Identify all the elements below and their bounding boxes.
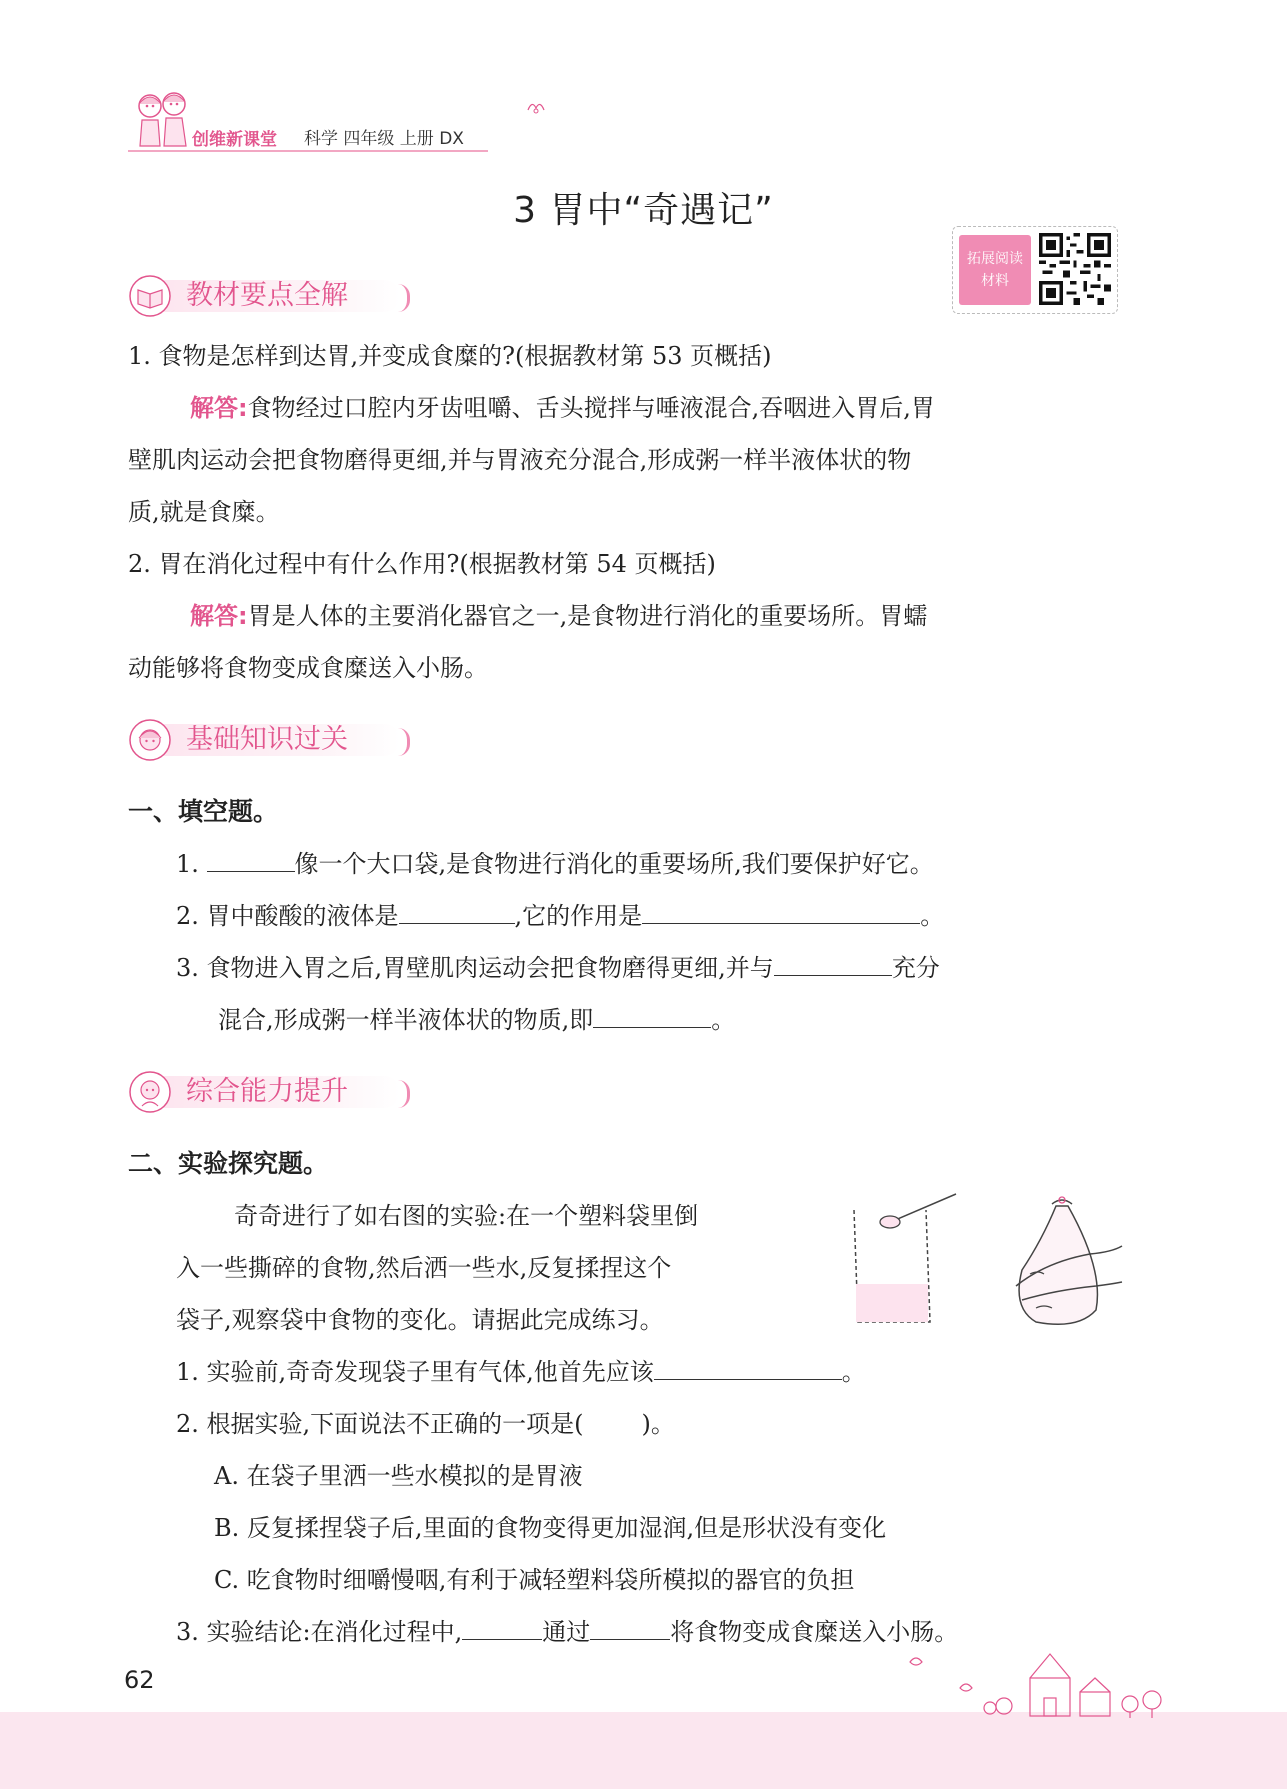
qr-label-line2: 材料 [981, 273, 1009, 289]
question-number: 3. [176, 954, 199, 982]
question-text: 。 [711, 1006, 736, 1034]
banner-tail [393, 284, 410, 312]
experiment-question-2 [176, 1398, 675, 1450]
kids-logo-icon [128, 84, 202, 158]
key-answer-2-line2: 动能够将食物变成食糜送入小肠。 [128, 654, 488, 682]
section-banner-key-points [128, 274, 410, 318]
header-divider [128, 150, 488, 152]
question-text: 3. 实验结论:在消化过程中, [176, 1618, 463, 1646]
answer-blank[interactable] [642, 893, 920, 924]
experiment-intro-line2: 入一些撕碎的食物,然后洒一些水,反复揉捏这个 [176, 1254, 672, 1282]
option-a: A. 在袋子里洒一些水模拟的是胃液 [214, 1462, 583, 1490]
banner-tail [393, 1080, 410, 1108]
thinker-badge-icon [128, 1070, 172, 1114]
experiment-question-1 [176, 1346, 866, 1398]
question-text: 。 [920, 902, 945, 930]
question-text: 将食物变成食糜送入小肠。 [670, 1618, 959, 1646]
qr-label-line1: 拓展阅读 [967, 251, 1023, 267]
key-question-1: 1. 食物是怎样到达胃,并变成食糜的?(根据教材第 53 页概括) [128, 342, 772, 370]
experiment-bag-illustration [846, 1190, 1126, 1330]
question-text: 通过 [542, 1618, 591, 1646]
question-text: 混合,形成粥一样半液体状的物质,即 [218, 1006, 594, 1034]
key-answer-1-line3: 质,就是食糜。 [128, 498, 280, 526]
fill-blank-heading: 一、填空题。 [128, 797, 279, 826]
lesson-title: 3 胃中“奇遇记” [513, 190, 774, 231]
answer-blank[interactable] [399, 893, 515, 924]
question-text: )。 [641, 1410, 675, 1438]
question-text: 1. 实验前,奇奇发现袋子里有气体,他首先应该 [176, 1358, 654, 1386]
answer-blank[interactable] [207, 841, 295, 872]
question-text: 充分 [891, 954, 940, 982]
section-banner-advanced [128, 1070, 410, 1114]
answer-blank[interactable] [593, 997, 711, 1028]
answer-blank[interactable] [654, 1349, 842, 1380]
page-number: 62 [124, 1666, 155, 1694]
key-answer-1-line1 [190, 382, 935, 434]
experiment-question-3 [176, 1606, 958, 1658]
fill-question-1 [176, 838, 934, 890]
experiment-heading: 二、实验探究题。 [128, 1149, 329, 1178]
answer-blank[interactable] [590, 1609, 670, 1640]
question-number: 2. [176, 902, 199, 930]
flower-deco-icon [524, 96, 548, 116]
experiment-intro-line3: 袋子,观察袋中食物的变化。请据此完成练习。 [176, 1306, 664, 1334]
answer-blank[interactable] [774, 945, 892, 976]
banner-tail [393, 728, 410, 756]
answer-text: 胃是人体的主要消化器官之一,是食物进行消化的重要场所。胃蠕 [247, 602, 928, 630]
qr-code-icon[interactable] [1039, 233, 1111, 305]
question-text: 2. 根据实验,下面说法不正确的一项是( [176, 1410, 584, 1438]
question-text: ,它的作用是 [514, 902, 643, 930]
section-banner-basics [128, 718, 410, 762]
option-c: C. 吃食物时细嚼慢咽,有利于减轻塑料袋所模拟的器官的负担 [214, 1566, 855, 1594]
book-badge-icon [128, 274, 172, 318]
key-question-2: 2. 胃在消化过程中有什么作用?(根据教材第 54 页概括) [128, 550, 716, 578]
experiment-intro-line1: 奇奇进行了如右图的实验:在一个塑料袋里倒 [234, 1202, 699, 1230]
answer-label: 解答: [190, 602, 248, 630]
key-answer-2-line1 [190, 590, 927, 642]
question-text: 胃中酸酸的液体是 [206, 902, 399, 930]
fill-question-3 [176, 942, 940, 994]
qr-reading-box[interactable] [952, 226, 1118, 314]
qr-label [959, 235, 1031, 305]
question-text: 食物进入胃之后,胃壁肌肉运动会把食物磨得更细,并与 [206, 954, 774, 982]
girl-badge-icon [128, 718, 172, 762]
fill-question-3-line2 [218, 994, 735, 1046]
section-title-basics: 基础知识过关 [186, 724, 348, 755]
question-number: 1. [176, 850, 199, 878]
section-title-advanced: 综合能力提升 [186, 1076, 348, 1107]
answer-blank[interactable] [462, 1609, 542, 1640]
footer-band [0, 1712, 1287, 1789]
fill-question-2 [176, 890, 944, 942]
answer-text: 食物经过口腔内牙齿咀嚼、舌头搅拌与唾液混合,吞咽进入胃后,胃 [247, 394, 935, 422]
castle-deco-icon [880, 1648, 1180, 1718]
key-answer-1-line2: 壁肌肉运动会把食物磨得更细,并与胃液充分混合,形成粥一样半液体状的物 [128, 446, 912, 474]
header-brand: 创维新课堂 [192, 130, 277, 150]
section-title-key-points: 教材要点全解 [186, 280, 348, 311]
answer-label: 解答: [190, 394, 248, 422]
question-text: 。 [841, 1358, 866, 1386]
option-b: B. 反复揉捏袋子后,里面的食物变得更加湿润,但是形状没有变化 [214, 1514, 887, 1542]
question-text: 像一个大口袋,是食物进行消化的重要场所,我们要保护好它。 [294, 850, 934, 878]
header-subject: 科学 四年级 上册 DX [304, 129, 464, 149]
